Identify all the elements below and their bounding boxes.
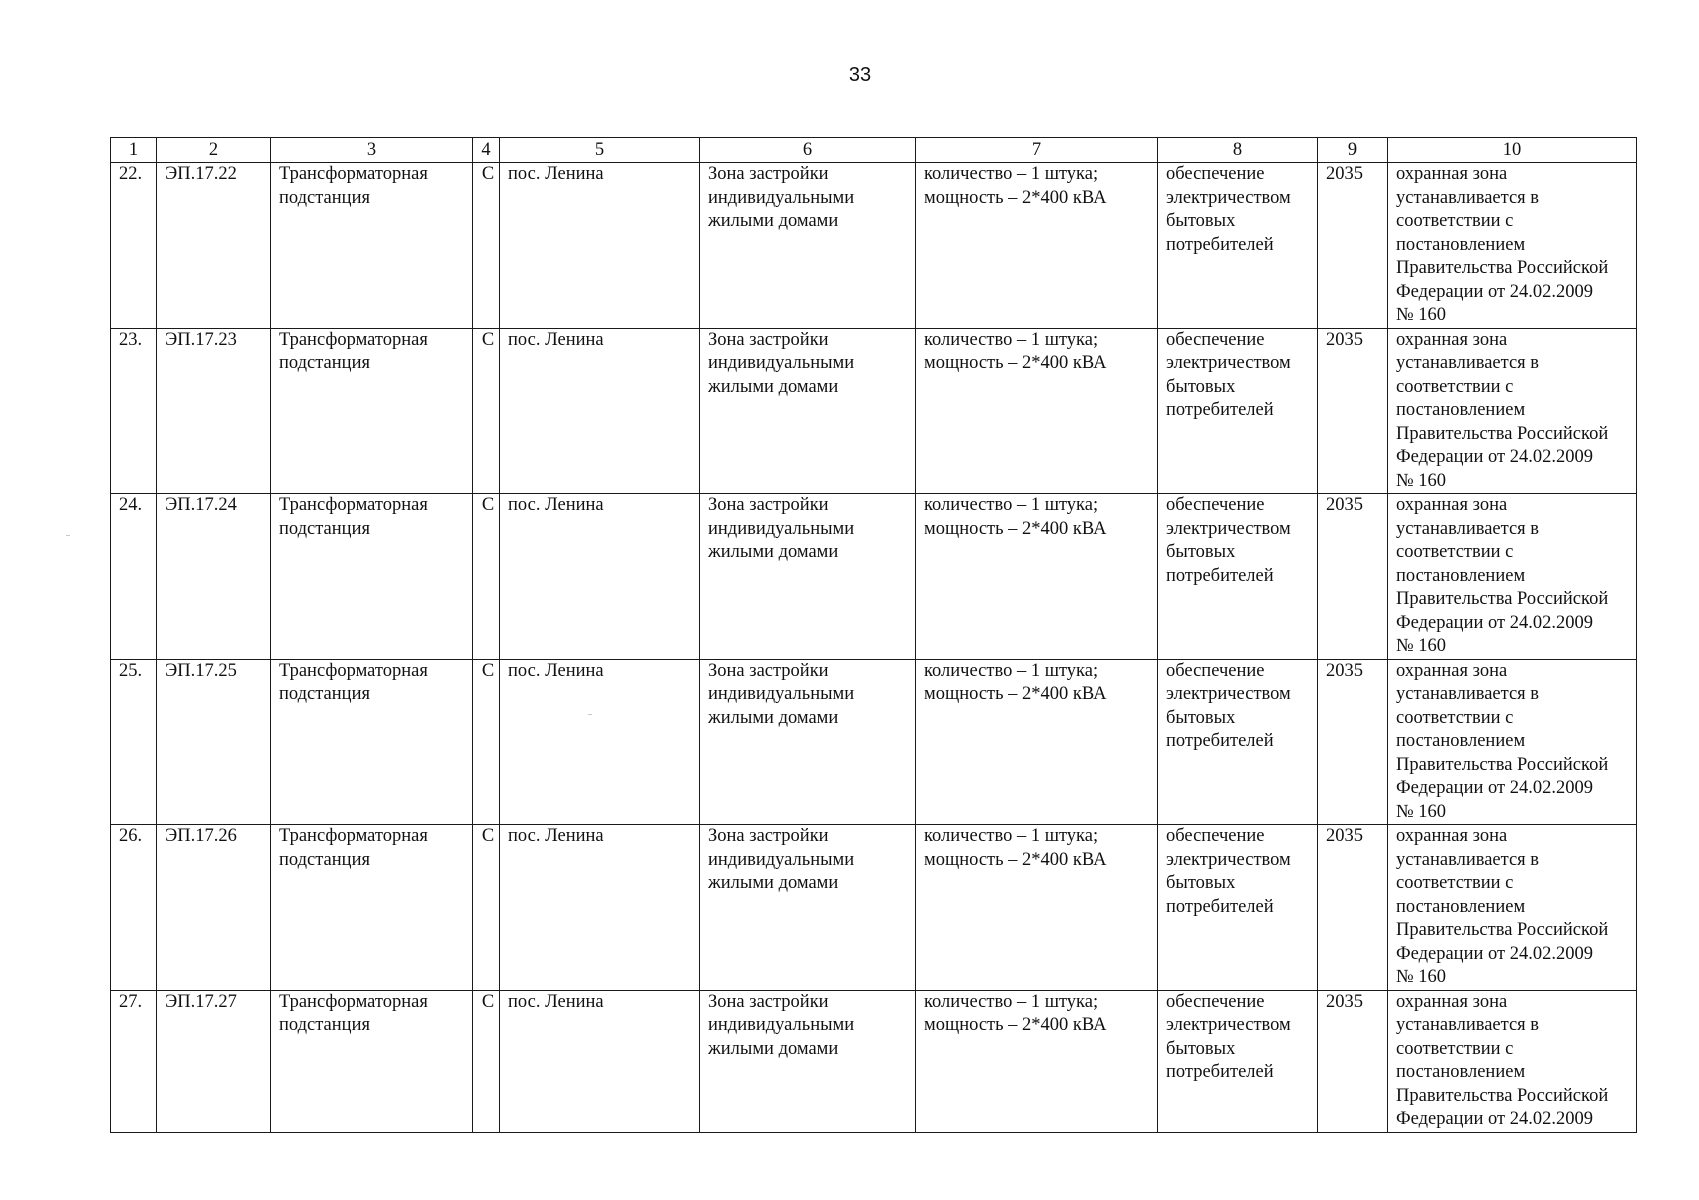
cell-line: охранная зона xyxy=(1396,826,1508,846)
cell-line: Правительства Российской xyxy=(1396,754,1609,775)
cell-line: Правительства Российской xyxy=(1396,920,1609,940)
object-status-cell: С xyxy=(473,990,500,1132)
restrictions-cell xyxy=(1388,163,1637,329)
cell-line: Зона застройки xyxy=(708,495,829,515)
object-status-cell: С xyxy=(473,825,500,991)
functional-zone-cell xyxy=(700,659,916,825)
location-cell: пос. Ленина xyxy=(500,163,700,329)
cell-line: Федерации от 24.02.2009 xyxy=(1396,447,1593,467)
location-cell: пос. Ленина xyxy=(500,328,700,494)
cell-line: Зона застройки xyxy=(708,660,829,681)
functional-zone-cell xyxy=(700,163,916,329)
cell-line: обеспечение xyxy=(1166,329,1265,350)
object-code-cell: ЭП.17.26 xyxy=(157,825,271,991)
object-name-cell xyxy=(271,825,473,991)
column-header: 6 xyxy=(700,138,916,163)
objects-table xyxy=(110,137,1637,1133)
cell-line: бытовых xyxy=(1166,1038,1236,1059)
cell-line: Трансформаторная xyxy=(279,991,428,1012)
cell-line: подстанция xyxy=(279,518,370,539)
table-row xyxy=(111,659,1637,825)
cell-line: потребителей xyxy=(1166,400,1274,420)
cell-line: соответствии с xyxy=(1396,211,1514,231)
cell-line: Зона застройки xyxy=(708,826,829,846)
characteristics-cell xyxy=(916,990,1158,1132)
cell-line: индивидуальными xyxy=(708,518,855,539)
cell-line: № 160 xyxy=(1396,801,1447,822)
cell-line: обеспечение xyxy=(1166,164,1265,184)
cell-line: мощность – 2*400 кВА xyxy=(924,1015,1107,1035)
cell-line: устанавливается в xyxy=(1396,353,1540,373)
cell-line: постановлением xyxy=(1396,565,1526,586)
cell-line: подстанция xyxy=(279,684,370,704)
cell-line: жилыми домами xyxy=(708,873,839,893)
cell-line: обеспечение xyxy=(1166,826,1265,846)
cell-line: потребителей xyxy=(1166,565,1274,586)
cell-line: Трансформаторная xyxy=(279,164,428,184)
cell-line: № 160 xyxy=(1396,967,1447,987)
cell-line: электричеством xyxy=(1166,353,1291,373)
cell-line: Правительства Российской xyxy=(1396,1085,1609,1106)
object-name-cell xyxy=(271,659,473,825)
cell-line: электричеством xyxy=(1166,1015,1291,1035)
cell-line: устанавливается в xyxy=(1396,518,1540,539)
restrictions-cell xyxy=(1388,494,1637,660)
cell-line: электричеством xyxy=(1166,187,1291,208)
row-number-cell: 23. xyxy=(111,328,157,494)
cell-line: бытовых xyxy=(1166,707,1236,728)
object-status-cell: С xyxy=(473,494,500,660)
cell-line: Правительства Российской xyxy=(1396,258,1609,278)
cell-line: Трансформаторная xyxy=(279,329,428,350)
restrictions-cell xyxy=(1388,990,1637,1132)
restrictions-cell xyxy=(1388,328,1637,494)
cell-line: обеспечение xyxy=(1166,991,1265,1012)
column-header: 9 xyxy=(1318,138,1388,163)
cell-line: количество – 1 штука; xyxy=(924,991,1099,1012)
cell-line: мощность – 2*400 кВА xyxy=(924,518,1107,539)
table-row xyxy=(111,163,1637,329)
row-number-cell: 25. xyxy=(111,659,157,825)
cell-line: электричеством xyxy=(1166,849,1291,870)
cell-line: № 160 xyxy=(1396,470,1447,491)
characteristics-cell xyxy=(916,328,1158,494)
cell-line: количество – 1 штука; xyxy=(924,660,1099,681)
cell-line: соответствии с xyxy=(1396,707,1514,728)
cell-line: Зона застройки xyxy=(708,991,829,1012)
cell-line: потребителей xyxy=(1166,1062,1274,1082)
cell-line: охранная зона xyxy=(1396,660,1508,681)
cell-line: Федерации от 24.02.2009 xyxy=(1396,612,1593,633)
functional-zone-cell xyxy=(700,990,916,1132)
purpose-cell xyxy=(1158,328,1318,494)
cell-line: Трансформаторная xyxy=(279,826,428,846)
location-cell: пос. Ленина xyxy=(500,494,700,660)
cell-line: количество – 1 штука; xyxy=(924,164,1099,184)
cell-line: Зона застройки xyxy=(708,329,829,350)
cell-line: Федерации от 24.02.2009 xyxy=(1396,778,1593,798)
characteristics-cell xyxy=(916,825,1158,991)
cell-line: подстанция xyxy=(279,849,370,870)
column-header: 8 xyxy=(1158,138,1318,163)
cell-line: мощность – 2*400 кВА xyxy=(924,849,1107,870)
cell-line: постановлением xyxy=(1396,896,1526,917)
cell-line: Федерации от 24.02.2009 xyxy=(1396,281,1593,302)
row-number-cell: 24. xyxy=(111,494,157,660)
table-row xyxy=(111,494,1637,660)
cell-line: охранная зона xyxy=(1396,495,1508,515)
cell-line: устанавливается в xyxy=(1396,1015,1540,1035)
cell-line: бытовых xyxy=(1166,211,1236,231)
column-header: 7 xyxy=(916,138,1158,163)
cell-line: охранная зона xyxy=(1396,164,1508,184)
cell-line: электричеством xyxy=(1166,518,1291,539)
purpose-cell xyxy=(1158,659,1318,825)
column-header: 3 xyxy=(271,138,473,163)
purpose-cell xyxy=(1158,163,1318,329)
year-cell: 2035 xyxy=(1318,659,1388,825)
column-header: 10 xyxy=(1388,138,1637,163)
cell-line: бытовых xyxy=(1166,542,1236,562)
cell-line: обеспечение xyxy=(1166,495,1265,515)
cell-line: жилыми домами xyxy=(708,542,839,562)
cell-line: бытовых xyxy=(1166,376,1236,397)
cell-line: постановлением xyxy=(1396,1062,1526,1082)
object-status-cell: С xyxy=(473,659,500,825)
object-code-cell: ЭП.17.24 xyxy=(157,494,271,660)
table-body xyxy=(111,163,1637,1133)
object-name-cell xyxy=(271,494,473,660)
cell-line: подстанция xyxy=(279,353,370,373)
cell-line: мощность – 2*400 кВА xyxy=(924,187,1107,208)
object-name-cell xyxy=(271,163,473,329)
object-name-cell xyxy=(271,328,473,494)
restrictions-cell xyxy=(1388,825,1637,991)
characteristics-cell xyxy=(916,494,1158,660)
cell-line: индивидуальными xyxy=(708,353,855,373)
scan-speck xyxy=(66,535,70,536)
cell-line: жилыми домами xyxy=(708,707,839,728)
cell-line: соответствии с xyxy=(1396,873,1514,893)
cell-line: устанавливается в xyxy=(1396,187,1540,208)
row-number-cell: 27. xyxy=(111,990,157,1132)
column-header: 1 xyxy=(111,138,157,163)
cell-line: постановлением xyxy=(1396,731,1526,751)
cell-line: соответствии с xyxy=(1396,542,1514,562)
year-cell: 2035 xyxy=(1318,990,1388,1132)
cell-line: индивидуальными xyxy=(708,684,855,704)
cell-line: жилыми домами xyxy=(708,1038,839,1059)
cell-line: бытовых xyxy=(1166,873,1236,893)
table-row xyxy=(111,990,1637,1132)
cell-line: жилыми домами xyxy=(708,376,839,397)
cell-line: № 160 xyxy=(1396,305,1447,325)
object-code-cell: ЭП.17.27 xyxy=(157,990,271,1132)
purpose-cell xyxy=(1158,990,1318,1132)
cell-line: подстанция xyxy=(279,1015,370,1035)
cell-line: жилыми домами xyxy=(708,211,839,231)
cell-line: мощность – 2*400 кВА xyxy=(924,353,1107,373)
cell-line: подстанция xyxy=(279,187,370,208)
cell-line: устанавливается в xyxy=(1396,849,1540,870)
cell-line: обеспечение xyxy=(1166,660,1265,681)
table-row xyxy=(111,825,1637,991)
cell-line: Правительства Российской xyxy=(1396,423,1609,444)
cell-line: потребителей xyxy=(1166,731,1274,751)
table-row xyxy=(111,328,1637,494)
cell-line: потребителей xyxy=(1166,896,1274,917)
functional-zone-cell xyxy=(700,825,916,991)
object-status-cell: С xyxy=(473,328,500,494)
object-status-cell: С xyxy=(473,163,500,329)
characteristics-cell xyxy=(916,163,1158,329)
scan-speck xyxy=(588,714,592,715)
cell-line: Федерации от 24.02.2009 xyxy=(1396,943,1593,964)
object-code-cell: ЭП.17.25 xyxy=(157,659,271,825)
cell-line: количество – 1 штука; xyxy=(924,826,1099,846)
cell-line: Правительства Российской xyxy=(1396,589,1609,609)
location-cell: пос. Ленина xyxy=(500,659,700,825)
cell-line: Трансформаторная xyxy=(279,495,428,515)
cell-line: потребителей xyxy=(1166,234,1274,255)
cell-line: охранная зона xyxy=(1396,991,1508,1012)
cell-line: количество – 1 штука; xyxy=(924,495,1099,515)
restrictions-cell xyxy=(1388,659,1637,825)
cell-line: № 160 xyxy=(1396,636,1447,656)
year-cell: 2035 xyxy=(1318,825,1388,991)
location-cell: пос. Ленина xyxy=(500,825,700,991)
object-code-cell: ЭП.17.22 xyxy=(157,163,271,329)
location-cell: пос. Ленина xyxy=(500,990,700,1132)
column-number-row xyxy=(111,138,1637,163)
cell-line: Трансформаторная xyxy=(279,660,428,681)
year-cell: 2035 xyxy=(1318,494,1388,660)
cell-line: мощность – 2*400 кВА xyxy=(924,684,1107,704)
functional-zone-cell xyxy=(700,494,916,660)
purpose-cell xyxy=(1158,494,1318,660)
year-cell: 2035 xyxy=(1318,328,1388,494)
column-header: 4 xyxy=(473,138,500,163)
cell-line: индивидуальными xyxy=(708,1015,855,1035)
cell-line: соответствии с xyxy=(1396,376,1514,397)
page-number: 33 xyxy=(848,64,872,86)
cell-line: электричеством xyxy=(1166,684,1291,704)
object-name-cell xyxy=(271,990,473,1132)
cell-line: Зона застройки xyxy=(708,164,829,184)
cell-line: устанавливается в xyxy=(1396,684,1540,704)
year-cell: 2035 xyxy=(1318,163,1388,329)
cell-line: постановлением xyxy=(1396,234,1526,255)
characteristics-cell xyxy=(916,659,1158,825)
cell-line: Федерации от 24.02.2009 xyxy=(1396,1109,1593,1129)
functional-zone-cell xyxy=(700,328,916,494)
purpose-cell xyxy=(1158,825,1318,991)
column-header: 5 xyxy=(500,138,700,163)
row-number-cell: 26. xyxy=(111,825,157,991)
cell-line: индивидуальными xyxy=(708,849,855,870)
object-code-cell: ЭП.17.23 xyxy=(157,328,271,494)
row-number-cell: 22. xyxy=(111,163,157,329)
cell-line: количество – 1 штука; xyxy=(924,329,1099,350)
cell-line: охранная зона xyxy=(1396,329,1508,350)
cell-line: индивидуальными xyxy=(708,187,855,208)
cell-line: постановлением xyxy=(1396,400,1526,420)
cell-line: соответствии с xyxy=(1396,1038,1514,1059)
column-header: 2 xyxy=(157,138,271,163)
